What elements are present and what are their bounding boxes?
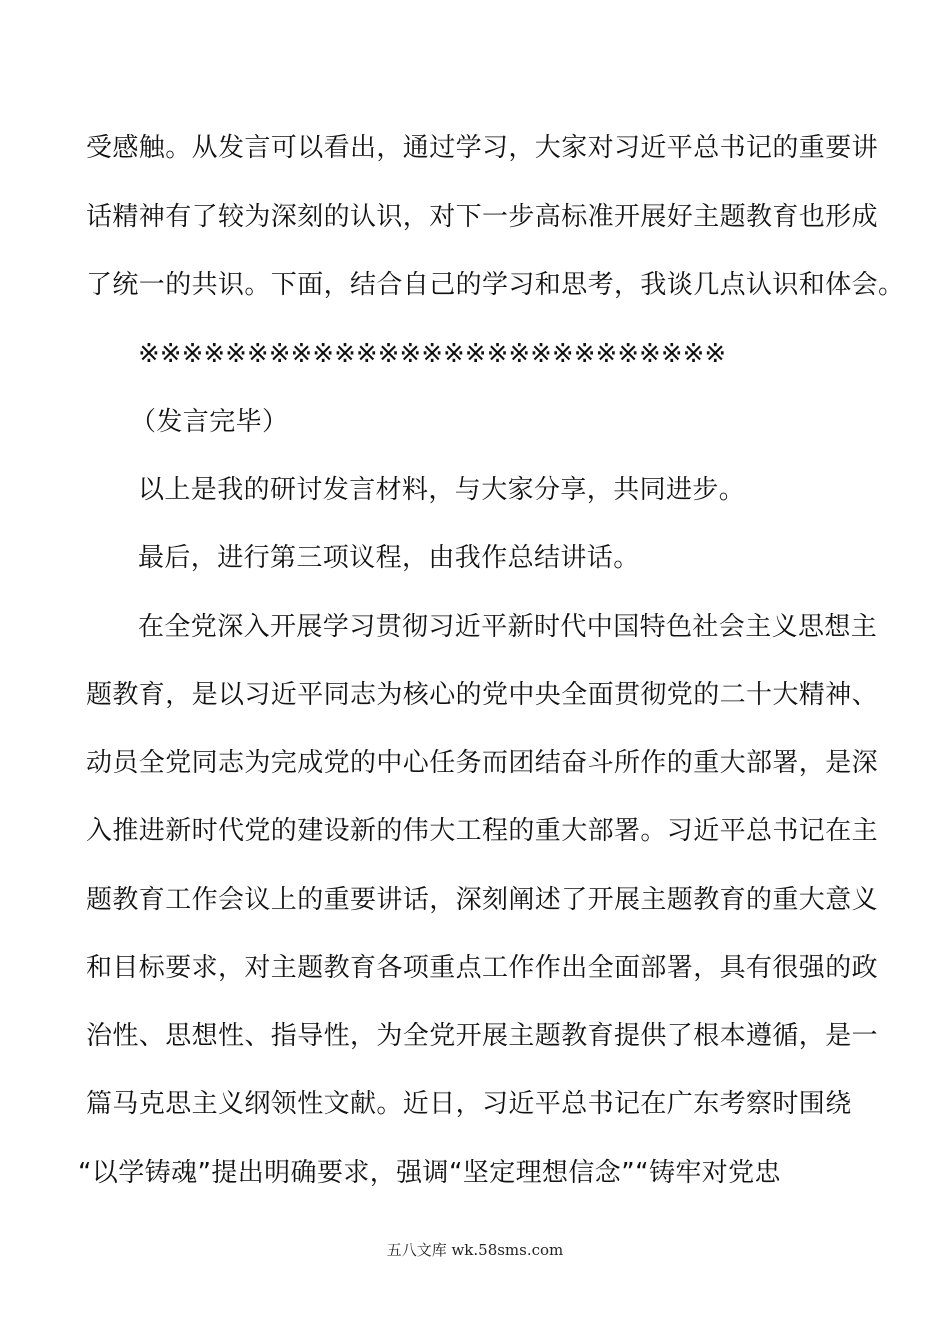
- text-line: 治性、思想性、指导性，为全党开展主题教育提供了根本遵循，是一: [86, 1021, 879, 1051]
- text-line: 以上是我的研讨发言材料，与大家分享，共同进步。: [138, 475, 746, 505]
- separator-line: ※※※※※※※※※※※※※※※※※※※※※※※※※※※: [138, 339, 727, 369]
- text-line: 入推进新时代党的建设新的伟大工程的重大部署。习近平总书记在主: [86, 816, 879, 846]
- text-line: 和目标要求，对主题教育各项重点工作作出全面部署，具有很强的政: [86, 953, 879, 983]
- text-line: “以学铸魂”提出明确要求，强调“坚定理想信念”“铸牢对党忠: [78, 1158, 781, 1188]
- paragraph-start: 在全党深入开展学习贯彻习近平新时代中国特色社会主义思想主: [138, 612, 878, 642]
- closing-note: （发言完毕）: [130, 407, 289, 437]
- text-line: 话精神有了较为深刻的认识，对下一步高标准开展好主题教育也形成: [86, 202, 879, 232]
- text-line: 最后，进行第三项议程，由我作总结讲话。: [138, 543, 640, 573]
- text-line: 篇马克思主义纲领性文献。近日，习近平总书记在广东考察时围绕: [86, 1089, 852, 1119]
- text-line: 动员全党同志为完成党的中心任务而团结奋斗所作的重大部署，是深: [86, 748, 879, 778]
- text-line: 了统一的共识。下面，结合自己的学习和思考，我谈几点认识和体会。: [86, 270, 905, 300]
- page-footer: 五八文库 wk.58sms.com: [386, 1241, 564, 1259]
- text-line: 题教育，是以习近平同志为核心的党中央全面贯彻党的二十大精神、: [86, 680, 879, 710]
- text-line: 受感触。从发言可以看出，通过学习，大家对习近平总书记的重要讲: [86, 133, 879, 163]
- text-line: 题教育工作会议上的重要讲话，深刻阐述了开展主题教育的重大意义: [86, 885, 879, 915]
